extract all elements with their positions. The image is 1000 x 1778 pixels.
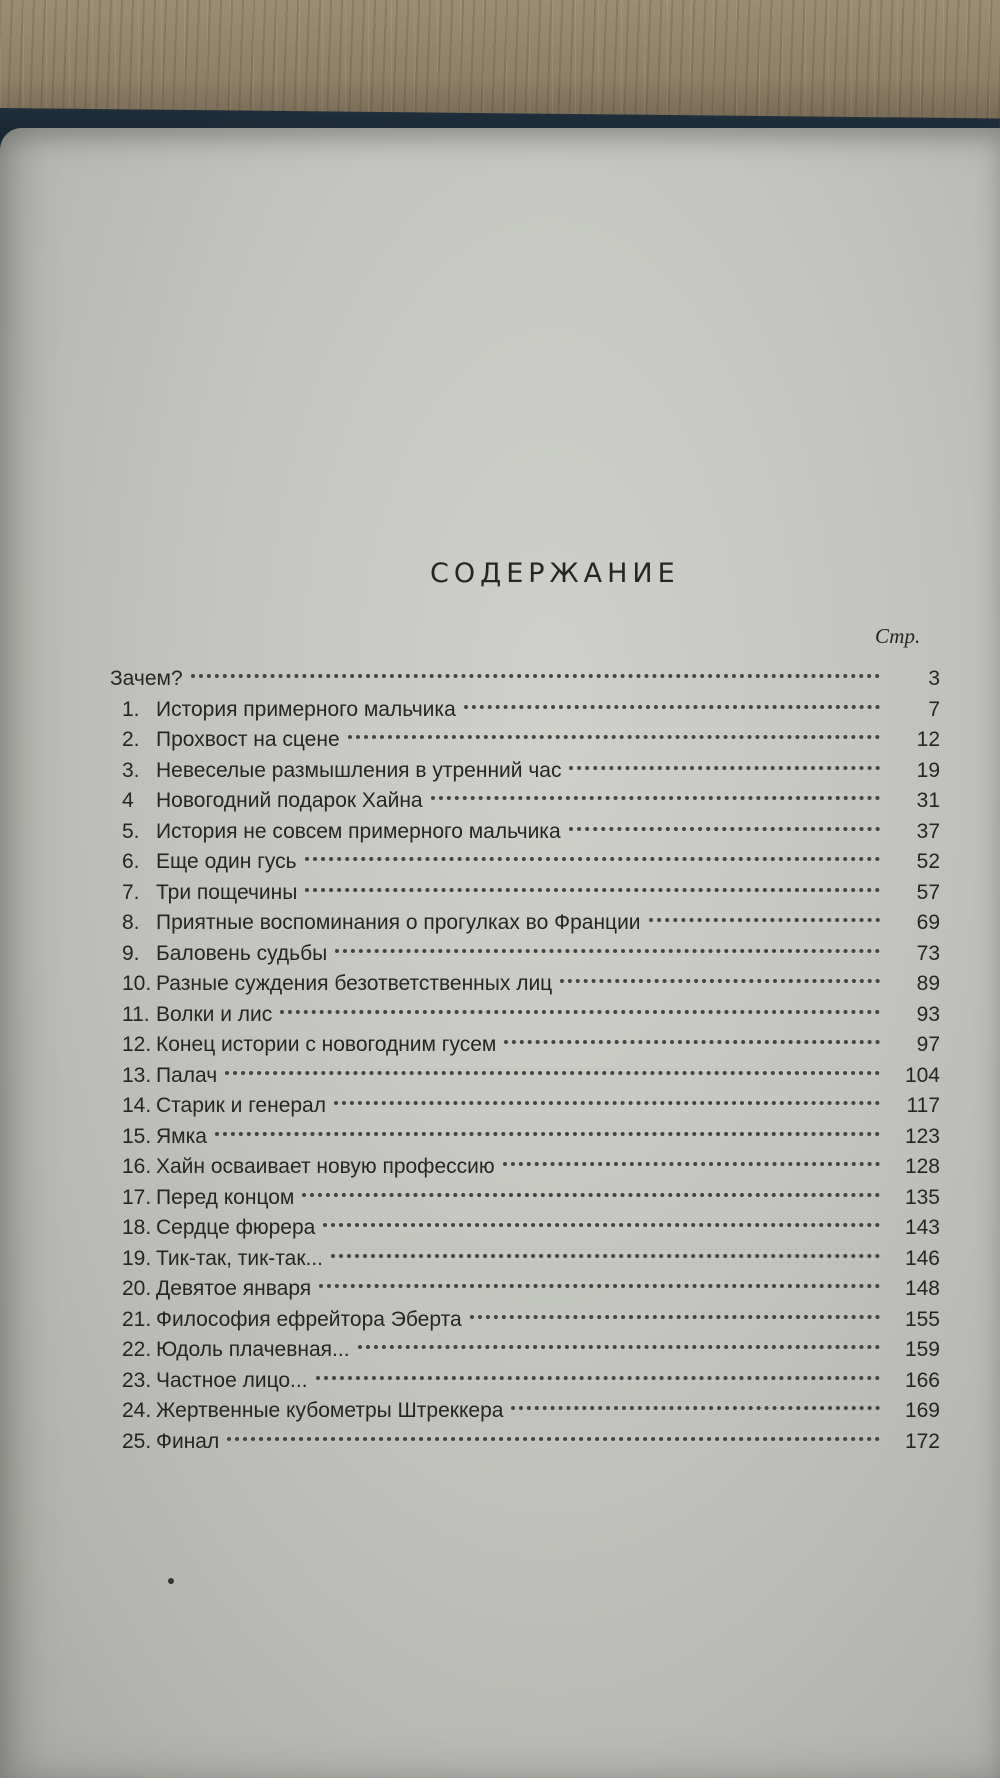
dot-leader: [331, 1254, 880, 1258]
toc-entry-page: 169: [904, 1399, 940, 1422]
toc-entry-page: 159: [904, 1338, 940, 1361]
toc-entry-title: Приятные воспоминания о прогулках во Франции: [156, 911, 641, 934]
toc-entry: [110, 1183, 940, 1214]
toc-entry-page: 73: [916, 941, 940, 965]
toc-entry-page: 37: [916, 819, 940, 843]
toc-entry-number: 3.: [122, 758, 140, 782]
toc-entry-page: 148: [904, 1277, 940, 1300]
dot-leader: [470, 1315, 880, 1319]
toc-entry-page: 7: [928, 697, 940, 721]
toc-entry-number: 7.: [122, 880, 140, 904]
dot-leader: [504, 1040, 880, 1044]
toc-entry: [110, 1396, 940, 1427]
toc-entry: [110, 908, 940, 939]
toc-entry: [110, 847, 940, 878]
toc-entry-page: 52: [916, 850, 940, 873]
toc-entry-page: 155: [904, 1307, 940, 1331]
dot-leader: [464, 705, 880, 709]
toc-entry-title: История не совсем примерного мальчика: [156, 819, 561, 843]
toc-entry-title: Ямка: [156, 1124, 207, 1148]
toc-entry-number: 24.: [122, 1399, 152, 1422]
toc-entry-number: 18.: [122, 1216, 152, 1239]
toc-entry-number: 16.: [122, 1155, 152, 1178]
toc-entry: [110, 1213, 940, 1244]
dot-leader: [334, 1101, 880, 1105]
toc-entry: [110, 664, 940, 695]
dot-leader: [335, 949, 880, 953]
toc-entry-page: 12: [916, 728, 940, 751]
dot-leader: [503, 1162, 880, 1166]
page-column-label: Стр.: [875, 624, 921, 648]
contents-heading: СОДЕРЖАНИЕ: [430, 558, 680, 589]
toc-entry-title: Старик и генерал: [156, 1094, 326, 1117]
toc-entry-title: Прохвост на сцене: [156, 728, 340, 751]
toc-entry-number: 2.: [122, 728, 140, 751]
toc-entry: [110, 1152, 940, 1183]
toc-entry-page: 123: [904, 1124, 940, 1148]
toc-entry-title: Частное лицо...: [156, 1368, 308, 1392]
toc-entry-number: 14.: [122, 1094, 152, 1117]
toc-entry: [110, 939, 940, 970]
toc-entry-page: 128: [904, 1155, 940, 1178]
toc-entry-title: История примерного мальчика: [156, 697, 456, 721]
dot-leader: [305, 857, 880, 861]
toc-entry: [110, 817, 940, 848]
toc-entry-title: Перед концом: [156, 1185, 295, 1209]
toc-entry-title: Конец истории с новогодним гусем: [156, 1033, 497, 1056]
toc-entry-page: 69: [916, 911, 940, 934]
toc-entry-number: 13.: [122, 1063, 152, 1087]
toc-entry-title: Философия ефрейтора Эберта: [156, 1307, 462, 1331]
toc-entry-title: Волки и лис: [156, 1002, 273, 1026]
toc-entry-page: 57: [916, 880, 940, 904]
toc-entry-number: 19.: [122, 1246, 152, 1270]
toc-entry-title: Тик-так, тик-так...: [156, 1246, 324, 1270]
toc-entry-number: 22.: [122, 1338, 152, 1361]
toc-entry: [110, 756, 940, 787]
toc-entry-title: Юдоль плачевная...: [156, 1338, 350, 1361]
toc-entry: [110, 1366, 940, 1397]
dot-leader: [227, 1437, 880, 1441]
toc-entry: [110, 1061, 940, 1092]
toc-entry-title: Жертвенные кубометры Штреккера: [156, 1399, 504, 1422]
dot-leader: [560, 979, 880, 983]
toc-entry: [110, 1000, 940, 1031]
toc-entry-title: Палач: [156, 1063, 218, 1087]
toc-entry: [110, 1244, 940, 1275]
toc-entry: [110, 786, 940, 817]
toc-entry-title: Хайн осваивает новую профессию: [156, 1155, 495, 1178]
toc-entry-number: 1.: [122, 697, 140, 721]
toc-entry-title: Три пощечины: [156, 880, 298, 904]
toc-entry-page: 31: [916, 789, 940, 812]
toc-entry-number: 20.: [122, 1277, 152, 1300]
toc-entry-page: 117: [906, 1094, 940, 1117]
toc-entry: [110, 1335, 940, 1366]
dot-leader: [302, 1193, 880, 1197]
toc-entry: [110, 695, 940, 726]
dot-leader: [358, 1345, 880, 1349]
toc-entry: [110, 1122, 940, 1153]
dot-leader: [225, 1071, 880, 1075]
toc-entry-number: 6.: [122, 850, 140, 873]
toc-entry: [110, 1427, 940, 1458]
dot-leader: [569, 827, 880, 831]
toc-entry-page: 89: [916, 972, 940, 995]
toc-entry-title: Баловень судьбы: [156, 941, 328, 965]
toc-entry: [110, 1274, 940, 1305]
toc-entry-number: 23.: [122, 1368, 152, 1392]
toc-entry-title: Невеселые размышления в утренний час: [156, 758, 562, 782]
dot-leader: [649, 918, 880, 922]
dot-leader: [319, 1284, 880, 1288]
dot-leader: [323, 1223, 880, 1227]
toc-entry-page: 172: [904, 1429, 940, 1453]
toc-entry-page: 93: [916, 1002, 940, 1026]
dot-leader: [316, 1376, 880, 1380]
toc-entry-title: Еще один гусь: [156, 850, 297, 873]
toc-entry-number: 9.: [122, 941, 140, 965]
toc-entry-page: 135: [904, 1185, 940, 1209]
toc-entry-title: Девятое января: [156, 1277, 312, 1300]
toc-entry: [110, 969, 940, 1000]
ink-speck: [168, 1578, 174, 1584]
toc-entry-title: Зачем?: [110, 667, 183, 690]
dot-leader: [215, 1132, 880, 1136]
toc-entry-number: 11.: [122, 1002, 150, 1026]
toc-entry-number: 5.: [122, 819, 140, 843]
dot-leader: [280, 1010, 880, 1014]
dot-leader: [191, 674, 880, 678]
dot-leader: [305, 888, 880, 892]
dot-leader: [431, 796, 880, 800]
toc-entry-page: 143: [904, 1216, 940, 1239]
dot-leader: [569, 766, 880, 770]
toc-entry-number: 21.: [122, 1307, 152, 1331]
toc-entry-page: 166: [904, 1368, 940, 1392]
toc-entry-page: 104: [904, 1063, 940, 1087]
toc-entry: [110, 725, 940, 756]
dot-leader: [511, 1406, 880, 1410]
toc-entry-number: 4: [122, 789, 134, 812]
toc-entry-number: 8.: [122, 911, 140, 934]
toc-entry: [110, 1305, 940, 1336]
toc-entry-title: Финал: [156, 1429, 220, 1453]
toc-entry-number: 25.: [122, 1429, 152, 1453]
toc-entry-number: 17.: [122, 1185, 152, 1209]
toc-entry-page: 97: [916, 1033, 940, 1056]
dot-leader: [348, 735, 880, 739]
toc-entry-page: 19: [916, 758, 940, 782]
toc-entry-number: 10.: [122, 972, 152, 995]
toc-entry-title: Сердце фюрера: [156, 1216, 316, 1239]
toc-entry: [110, 1030, 940, 1061]
toc-entry-title: Новогодний подарок Хайна: [156, 789, 423, 812]
toc-entry-number: 15.: [122, 1124, 152, 1148]
toc-entry: [110, 878, 940, 909]
toc-entry-page: 146: [904, 1246, 940, 1270]
toc-entry-number: 12.: [122, 1033, 152, 1056]
toc-entry-title: Разные суждения безответственных лиц: [156, 972, 553, 995]
book-page: [0, 128, 1000, 1778]
toc-list: [110, 664, 940, 1457]
toc-entry: [110, 1091, 940, 1122]
toc-entry-page: 3: [928, 667, 940, 690]
